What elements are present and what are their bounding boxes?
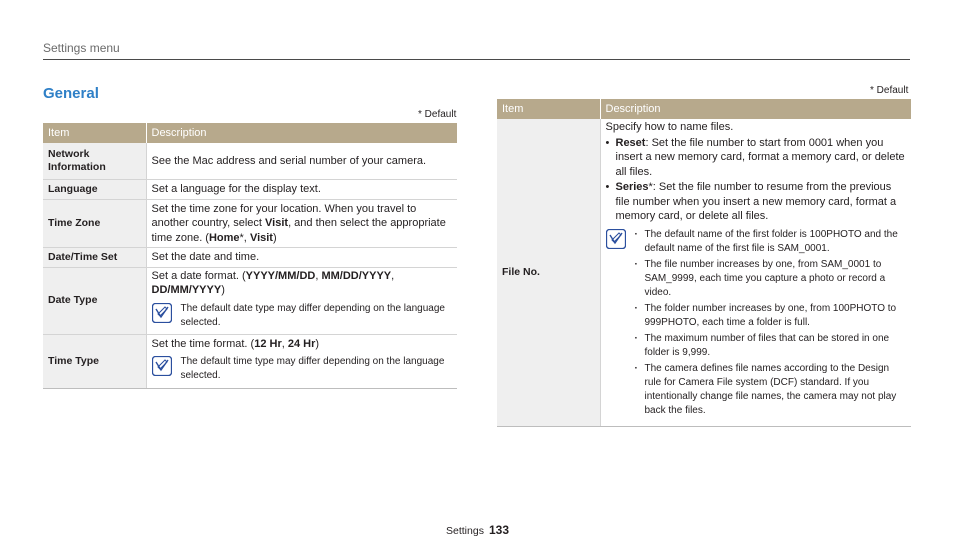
table-row — [43, 334, 457, 389]
row-desc-language: Set a language for the display text. — [146, 180, 457, 200]
row-desc-fileno: Specify how to name files. • Reset: Set the file number to start from 0001 when you insert a new memory card, format a memory card, or delete all files. • Series*: Set the file number to resume from the previous file number when you insert a new memory card, format a memory card, or delete all files. · The default name of the first folder is 100PHOTO and the default name of the first file is SAM_0001. · The file number increases by one, from SAM_0001 to SAM_9999, each time you capture a photo or record a video. · The folder number increases by one, from 100PHOTO to 999PHOTO, each time a folder is full. · The maximum number of files that can be stored in one folder is 9,999. · The camera defines file names according to the Design rule for Camera File system (DCF) standard. If you intentionally change file names, the camera may not play back the files. — [600, 119, 911, 426]
list-item: • Reset: Set the file number to start from 0001 when you insert a new memory card, format a memory card, or delete all files. — [616, 136, 907, 180]
note-datetype — [152, 302, 453, 330]
note-list — [635, 228, 907, 420]
row-item-fileno: File No. — [497, 119, 600, 426]
note-pen-icon — [606, 229, 626, 249]
row-desc-datetype: Set a date format. (YYYY/MM/DD, MM/DD/YYYY, DD/MM/YYYY) The default date type may differ depending on the language selected. — [146, 267, 457, 334]
column-header-item: Item — [497, 99, 600, 119]
note-timetype — [152, 355, 453, 383]
list-item: · The file number increases by one, from SAM_0001 to SAM_9999, each time you capture a photo or record a video. — [645, 258, 907, 300]
row-desc-timetype: Set the time format. (12 Hr, 24 Hr) The default time type may differ depending on the language selected. — [146, 334, 457, 389]
row-desc-network: See the Mac address and serial number of your camera. — [146, 143, 457, 180]
row-item-datetype: Date Type — [43, 267, 146, 334]
table-row — [43, 199, 457, 248]
row-desc-datetimeset: Set the date and time. — [146, 248, 457, 268]
row-desc-timezone: Set the time zone for your location. When you travel to another country, select Visit, and then select the appropriate time zone. (Home*, Visit) — [146, 199, 457, 248]
general-settings-table — [43, 123, 457, 389]
table-header-row — [43, 123, 457, 143]
column-header-description: Description — [146, 123, 457, 143]
column-header-description: Description — [600, 99, 911, 119]
file-number-table — [497, 99, 911, 427]
note-text: The default time type may differ depending on the language selected. — [180, 356, 445, 381]
header-rule — [43, 59, 910, 60]
default-marker-left: * Default — [418, 109, 457, 120]
note-pen-icon — [152, 356, 172, 376]
fileno-options-list — [606, 136, 907, 224]
list-item: · The maximum number of files that can be stored in one folder is 9,999. — [645, 332, 907, 360]
row-item-timezone: Time Zone — [43, 199, 146, 248]
table-row — [43, 267, 457, 334]
table-row — [43, 180, 457, 200]
column-header-item: Item — [43, 123, 146, 143]
table-row — [43, 143, 457, 180]
row-item-datetimeset: Date/Time Set — [43, 248, 146, 268]
table-header-row — [497, 99, 911, 119]
table-row — [497, 119, 911, 426]
default-marker-right: * Default — [870, 85, 909, 96]
list-item: · The default name of the first folder is 100PHOTO and the default name of the first file is SAM_0001. — [645, 228, 907, 256]
page-title: General — [43, 85, 99, 102]
list-item: · The folder number increases by one, from 100PHOTO to 999PHOTO, each time a folder is full. — [645, 302, 907, 330]
footer-section-label: Settings — [446, 525, 484, 537]
list-item: • Series*: Set the file number to resume from the previous file number when you insert a new memory card, format a memory card, or delete all files. — [616, 180, 907, 224]
list-item: · The camera defines file names according to the Design rule for Camera File system (DCF) standard. If you intentionally change file names, the camera may not play back the files. — [645, 362, 907, 418]
row-item-network: Network Information — [43, 143, 146, 180]
row-item-timetype: Time Type — [43, 334, 146, 389]
note-fileno — [606, 228, 907, 420]
note-text: The default date type may differ depending on the language selected. — [180, 302, 445, 328]
note-pen-icon — [152, 303, 172, 323]
section-label: Settings menu — [43, 41, 120, 55]
table-row — [43, 248, 457, 268]
page-number: 133 — [489, 523, 510, 537]
row-item-language: Language — [43, 180, 146, 200]
